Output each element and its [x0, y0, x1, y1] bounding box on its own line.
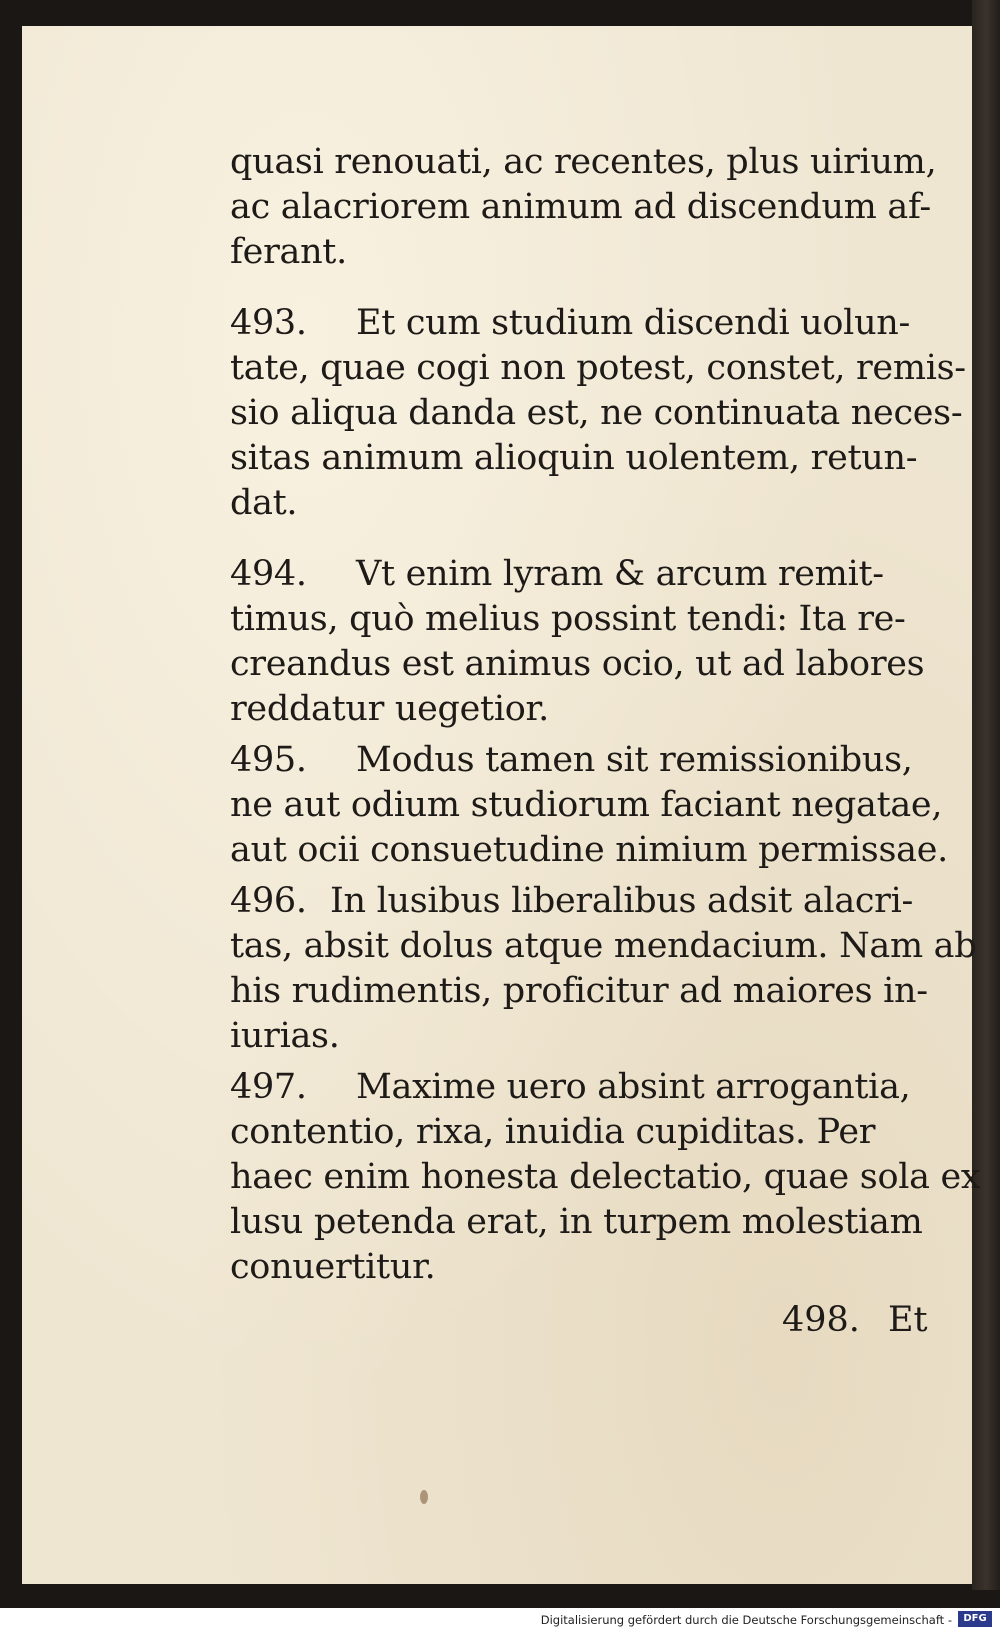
text-line	[230, 1110, 950, 1155]
text-line	[230, 436, 950, 481]
line-text: lusu petenda erat, in turpem molestiam	[230, 1202, 923, 1242]
line-text: conuertitur.	[230, 1247, 436, 1287]
text-line	[230, 1155, 981, 1200]
text-line	[230, 1245, 950, 1290]
line-text: aut ocii consuetudine nimium permissae.	[230, 830, 948, 870]
paragraph-number: 496.	[230, 881, 307, 921]
line-text: haec enim honesta delectatio, quae sola ex	[230, 1157, 981, 1197]
book-edge	[972, 0, 1000, 1590]
line-text: creandus est animus ocio, ut ad labores	[230, 644, 925, 684]
dfg-logo: DFG	[958, 1611, 992, 1627]
text-line	[230, 391, 963, 436]
text-line	[230, 597, 950, 642]
paragraph-number: 495.	[230, 740, 307, 780]
text-line	[230, 1065, 950, 1110]
catchword-number: 498.	[782, 1300, 860, 1340]
line-text: iurias.	[230, 1016, 340, 1056]
line-text: timus, quò melius possint tendi: Ita re-	[230, 599, 906, 639]
text-line	[230, 1200, 950, 1245]
text-line	[230, 230, 950, 275]
text-line	[230, 185, 950, 230]
line-text: In lusibus liberalibus adsit alacri-	[330, 881, 914, 921]
text-line	[230, 140, 950, 185]
line-text: his rudimentis, proficitur ad maiores in-	[230, 971, 928, 1011]
text-line	[230, 301, 950, 346]
digitization-credit: Digitalisierung gefördert durch die Deutsche Forschungsgemeinschaft -	[540, 1613, 952, 1627]
line-text: tas, absit dolus atque mendacium. Nam ab	[230, 926, 977, 966]
text-line	[230, 552, 950, 597]
text-line	[230, 642, 950, 687]
line-text: sitas animum alioquin uolentem, retun-	[230, 438, 918, 478]
text-line	[230, 346, 966, 391]
catchword	[782, 1300, 928, 1340]
paragraph-number: 494.	[230, 554, 307, 594]
line-text: contentio, rixa, inuidia cupiditas. Per	[230, 1112, 876, 1152]
text-line	[230, 969, 950, 1014]
line-text: Modus tamen sit remissionibus,	[356, 740, 913, 780]
catchword-word: Et	[887, 1300, 928, 1340]
paragraph-number: 493.	[230, 303, 307, 343]
line-text: ac alacriorem animum ad discendum af-	[230, 187, 931, 227]
text-line	[230, 783, 950, 828]
line-text: dat.	[230, 483, 298, 523]
line-text: ferant.	[230, 232, 347, 272]
paragraph-gap	[230, 275, 950, 301]
line-text: ne aut odium studiorum faciant negatae,	[230, 785, 943, 825]
text-line	[230, 828, 950, 873]
page-text	[230, 140, 981, 1290]
text-line	[230, 738, 950, 783]
line-text: sio aliqua danda est, ne continuata neces-	[230, 393, 963, 433]
line-text: reddatur uegetior.	[230, 689, 549, 729]
text-line	[230, 687, 950, 732]
line-text: Maxime uero absint arrogantia,	[356, 1067, 911, 1107]
line-text: quasi renouati, ac recentes, plus uirium,	[230, 142, 937, 182]
line-text: Et cum studium discendi uolun-	[356, 303, 911, 343]
text-line	[230, 1014, 950, 1059]
paragraph-gap	[230, 526, 950, 552]
ink-spot	[420, 1490, 428, 1504]
text-line	[230, 924, 977, 969]
paragraph-number: 497.	[230, 1067, 307, 1107]
line-text: tate, quae cogi non potest, constet, remis-	[230, 348, 966, 388]
line-text: Vt enim lyram & arcum remit-	[356, 554, 884, 594]
text-line	[230, 481, 950, 526]
text-line	[230, 879, 950, 924]
